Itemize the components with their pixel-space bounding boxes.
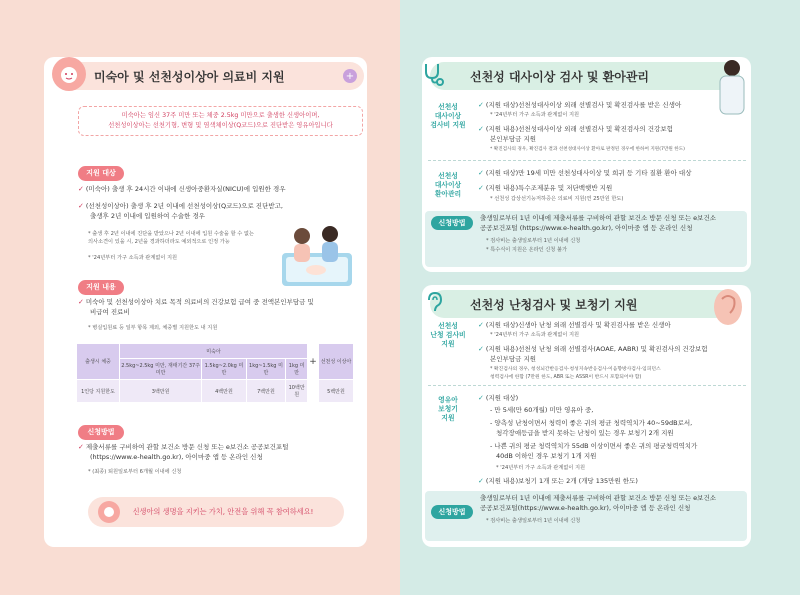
parents-illustration bbox=[280, 218, 355, 288]
hearing-title: 선천성 난청검사 및 보청기 지원 bbox=[430, 290, 740, 318]
intro-text: 미숙아는 임신 37주 미만 또는 체중 2.5kg 미만으로 출생한 신생아이며, 선천성이상아는 선천기형, 변형 및 염색체이상(Q코드)으로 진단받은 영유아입니다 bbox=[78, 106, 363, 136]
section-target-tag: 지원 대상 bbox=[78, 166, 124, 181]
cost-table bbox=[76, 343, 354, 403]
target-item-2b: 출생후 2년 이내에 입원하여 수술한 경우 bbox=[90, 212, 205, 220]
target-item-2: ✓ (선천성이상아) 출생 후 2년 이내에 선천성이상(Q코드)으로 진단받고, bbox=[78, 202, 283, 210]
hearing-b1-note: * '24년부터 가구 소득과 관계없이 지원 bbox=[496, 465, 586, 471]
table-col-head: 1kg 미만 bbox=[286, 359, 307, 379]
metabolic-b1: ✓ (지원 대상)만 19세 미만 선천성대사이상 및 희귀 등 기타 질환 환아 대상 bbox=[478, 169, 692, 177]
side-label-metabolic-test: 선천성 대사이상 검사비 지원 bbox=[430, 103, 466, 129]
hearing-b1c: 청각장애등급을 받지 못하는 난청이 있는 경우 보청기 2개 지원 bbox=[496, 429, 674, 437]
target-item-1: ✓ (미숙아) 출생 후 24시간 이내에 신생아중환자실(NICU)에 입원한 경우 bbox=[78, 185, 286, 193]
table-col-head: 1kg~1.5kg 미만 bbox=[247, 359, 286, 379]
hearing-b1a: - 만 5세(만 60개월) 미만 영유아 중, bbox=[490, 406, 594, 414]
content-note: * 병실입원료 등 일부 항목 제외, 체중별 지원한도 내 지원 bbox=[88, 325, 218, 331]
section-apply-tag: 신청방법 bbox=[78, 425, 124, 440]
stethoscope-icon bbox=[420, 60, 448, 92]
hearing-b1d: - 나쁜 귀의 평균 청력역치가 55dB 이상이면서 좋은 귀의 평균청력역치가 bbox=[490, 442, 698, 450]
hearing-b1: ✓ (지원 대상) bbox=[478, 394, 519, 402]
hearing-apply-label: 신청방법 bbox=[431, 505, 473, 519]
divider bbox=[428, 385, 746, 386]
hearing-a1-note: * '24년부터 가구 소득과 관계없이 지원 bbox=[490, 332, 580, 338]
table-group-head: 미숙아 bbox=[120, 344, 307, 358]
table-plus: + bbox=[308, 344, 318, 379]
side-label-metabolic-care: 선천성 대사이상 환아관리 bbox=[434, 172, 462, 198]
metabolic-a1-note: * '24년부터 가구 소득과 관계없이 지원 bbox=[490, 112, 580, 118]
side-label-hearing-test: 선천성 난청 검사비 지원 bbox=[430, 322, 466, 348]
content-item-1: ✓ 미숙아 및 선천성이상아 치료 목적 의료비의 건강보험 급여 중 전액본인부담금 및 bbox=[78, 298, 314, 306]
content-item-1b: 비급여 진료비 bbox=[90, 308, 130, 316]
apply-note: * (최종) 퇴원일로부터 6개월 이내에 신청 bbox=[88, 469, 182, 475]
table-col-head: 1.5kg~2.0kg 미만 bbox=[202, 359, 245, 379]
baby-face-icon bbox=[52, 57, 86, 91]
metabolic-a2: ✓ (지원 내용)선천성대사이상 외래 선별검사 및 확진검사의 건강보험 bbox=[478, 125, 673, 133]
hearing-apply-note: * 검사비는 출생일로부터 1년 이내에 신청 bbox=[486, 518, 581, 524]
metabolic-a1: ✓ (지원 대상)선천성대사이상 외래 선별검사 및 확진검사를 받은 신생아 bbox=[478, 101, 682, 109]
metabolic-b2: ✓ (지원 내용)특수조제분유 및 저단백햇반 지원 bbox=[478, 184, 613, 192]
metabolic-apply-2: 공공보건포털 (https://www.e-health.go.kr), 아이마중 앱 등 온라인 신청 bbox=[480, 224, 693, 232]
target-note-2: * '24년부터 가구 소득과 관계없이 지원 bbox=[88, 255, 178, 261]
metabolic-apply-label: 신청방법 bbox=[431, 216, 473, 230]
table-cell: 5백만원 bbox=[319, 380, 353, 402]
side-label-hearing-aid: 영유아 보청기 지원 bbox=[438, 396, 458, 422]
baby-illustration bbox=[98, 501, 120, 523]
table-row-label-weight: 출생시 체중 bbox=[77, 344, 119, 379]
apply-item-1: ✓ 제출서류를 구비하여 관할 보건소 방문 신청 또는 e보건소 공공보건포털 bbox=[78, 443, 289, 451]
table-cell: 7백만원 bbox=[247, 380, 286, 402]
table-col-head: 2.5kg~2.5kg 미만, 재태기간 37주 미만 bbox=[120, 359, 201, 379]
hearing-a2b: 본인부담금 지원 bbox=[490, 355, 537, 363]
plus-badge-icon: + bbox=[343, 69, 357, 83]
left-title: 미숙아 및 선천성이상아 의료비 지원 bbox=[56, 62, 364, 90]
table-cell: 4백만원 bbox=[202, 380, 245, 402]
hearing-b1b: - 양측성 난청이면서 청력이 좋은 귀의 평균 청력역치가 40~59dB로서, bbox=[490, 419, 693, 427]
metabolic-apply-note-1: * 검사비는 출생일로부터 1년 이내에 신청 bbox=[486, 238, 581, 244]
divider bbox=[428, 160, 746, 161]
hearing-a1: ✓ (지원 대상)신생아 난청 외래 선별검사 및 확진검사를 받은 신생아 bbox=[478, 321, 671, 329]
metabolic-apply-note-2: * 특수식이 지원은 온라인 신청 불가 bbox=[486, 247, 567, 253]
table-cell: 3백만원 bbox=[120, 380, 201, 402]
section-content-tag: 지원 내용 bbox=[78, 280, 124, 295]
metabolic-apply-1: 출생일로부터 1년 이내에 제출서류를 구비하여 관할 보건소 방문 신청 또는 e보건소 bbox=[480, 214, 717, 222]
hearing-a2-note: * 확진검사의 경우, 청성뇌간반응검사·청성지속반응검사·이음향방사검사·임피던스 청력검사에 한함 (7만원 한도, ABR 또는 ASSR이 반드시 포함되어야 함) bbox=[490, 367, 661, 380]
target-note-1: * 출생 후 2년 이내에 진단을 받았으나 2년 이내에 입원 수술을 할 수 없는 의사소견이 있을 시, 2년을 경과하더라도 예외적으로 인정 가능 bbox=[88, 231, 254, 245]
bottom-banner: 신생아의 생명을 지키는 가치, 안전을 위해 꼭 참여하세요! bbox=[88, 497, 344, 527]
metabolic-a2-note: * 확진검사의 경우, 확진검사 결과 선천성대사이상 환아로 판정된 경우에 한하여 지원(7만원 한도) bbox=[490, 147, 685, 152]
metabolic-b2-note: * 선천성 갑상선기능저하증은 의료비 지원(연 25만원 한도) bbox=[490, 196, 624, 202]
metabolic-a2b: 본인부담금 지원 bbox=[490, 135, 537, 143]
hearing-b1e: 40dB 이하인 경우 보청기 1개 지원 bbox=[496, 452, 597, 460]
table-cell: 10백만원 bbox=[286, 380, 307, 402]
hearing-a2: ✓ (지원 내용)선천성 난청 외래 선별검사(AOAE, AABR) 및 확진검사의 건강보험 bbox=[478, 345, 708, 353]
apply-item-1b: (https://www.e-health.go.kr), 아이마중 앱 등 온라인 신청 bbox=[90, 453, 263, 461]
hearing-b2: ✓ (지원 내용)보청기 1개 또는 2개 (개당 135만원 한도) bbox=[478, 477, 638, 485]
table-extra-head: 선천성 이상아 bbox=[319, 344, 353, 379]
ear-icon bbox=[420, 288, 448, 320]
metabolic-title: 선천성 대사이상 검사 및 환아관리 bbox=[430, 62, 740, 90]
hearing-apply-2: 공공보건포털(https://www.e-health.go.kr), 아이마중 앱 등 온라인 신청 bbox=[480, 504, 691, 512]
hearing-apply-1: 출생일로부터 1년 이내에 제출서류를 구비하여 관할 보건소 방문 신청 또는 e보건소 bbox=[480, 494, 717, 502]
table-row-label-limit: 1인당 지원한도 bbox=[77, 380, 119, 402]
